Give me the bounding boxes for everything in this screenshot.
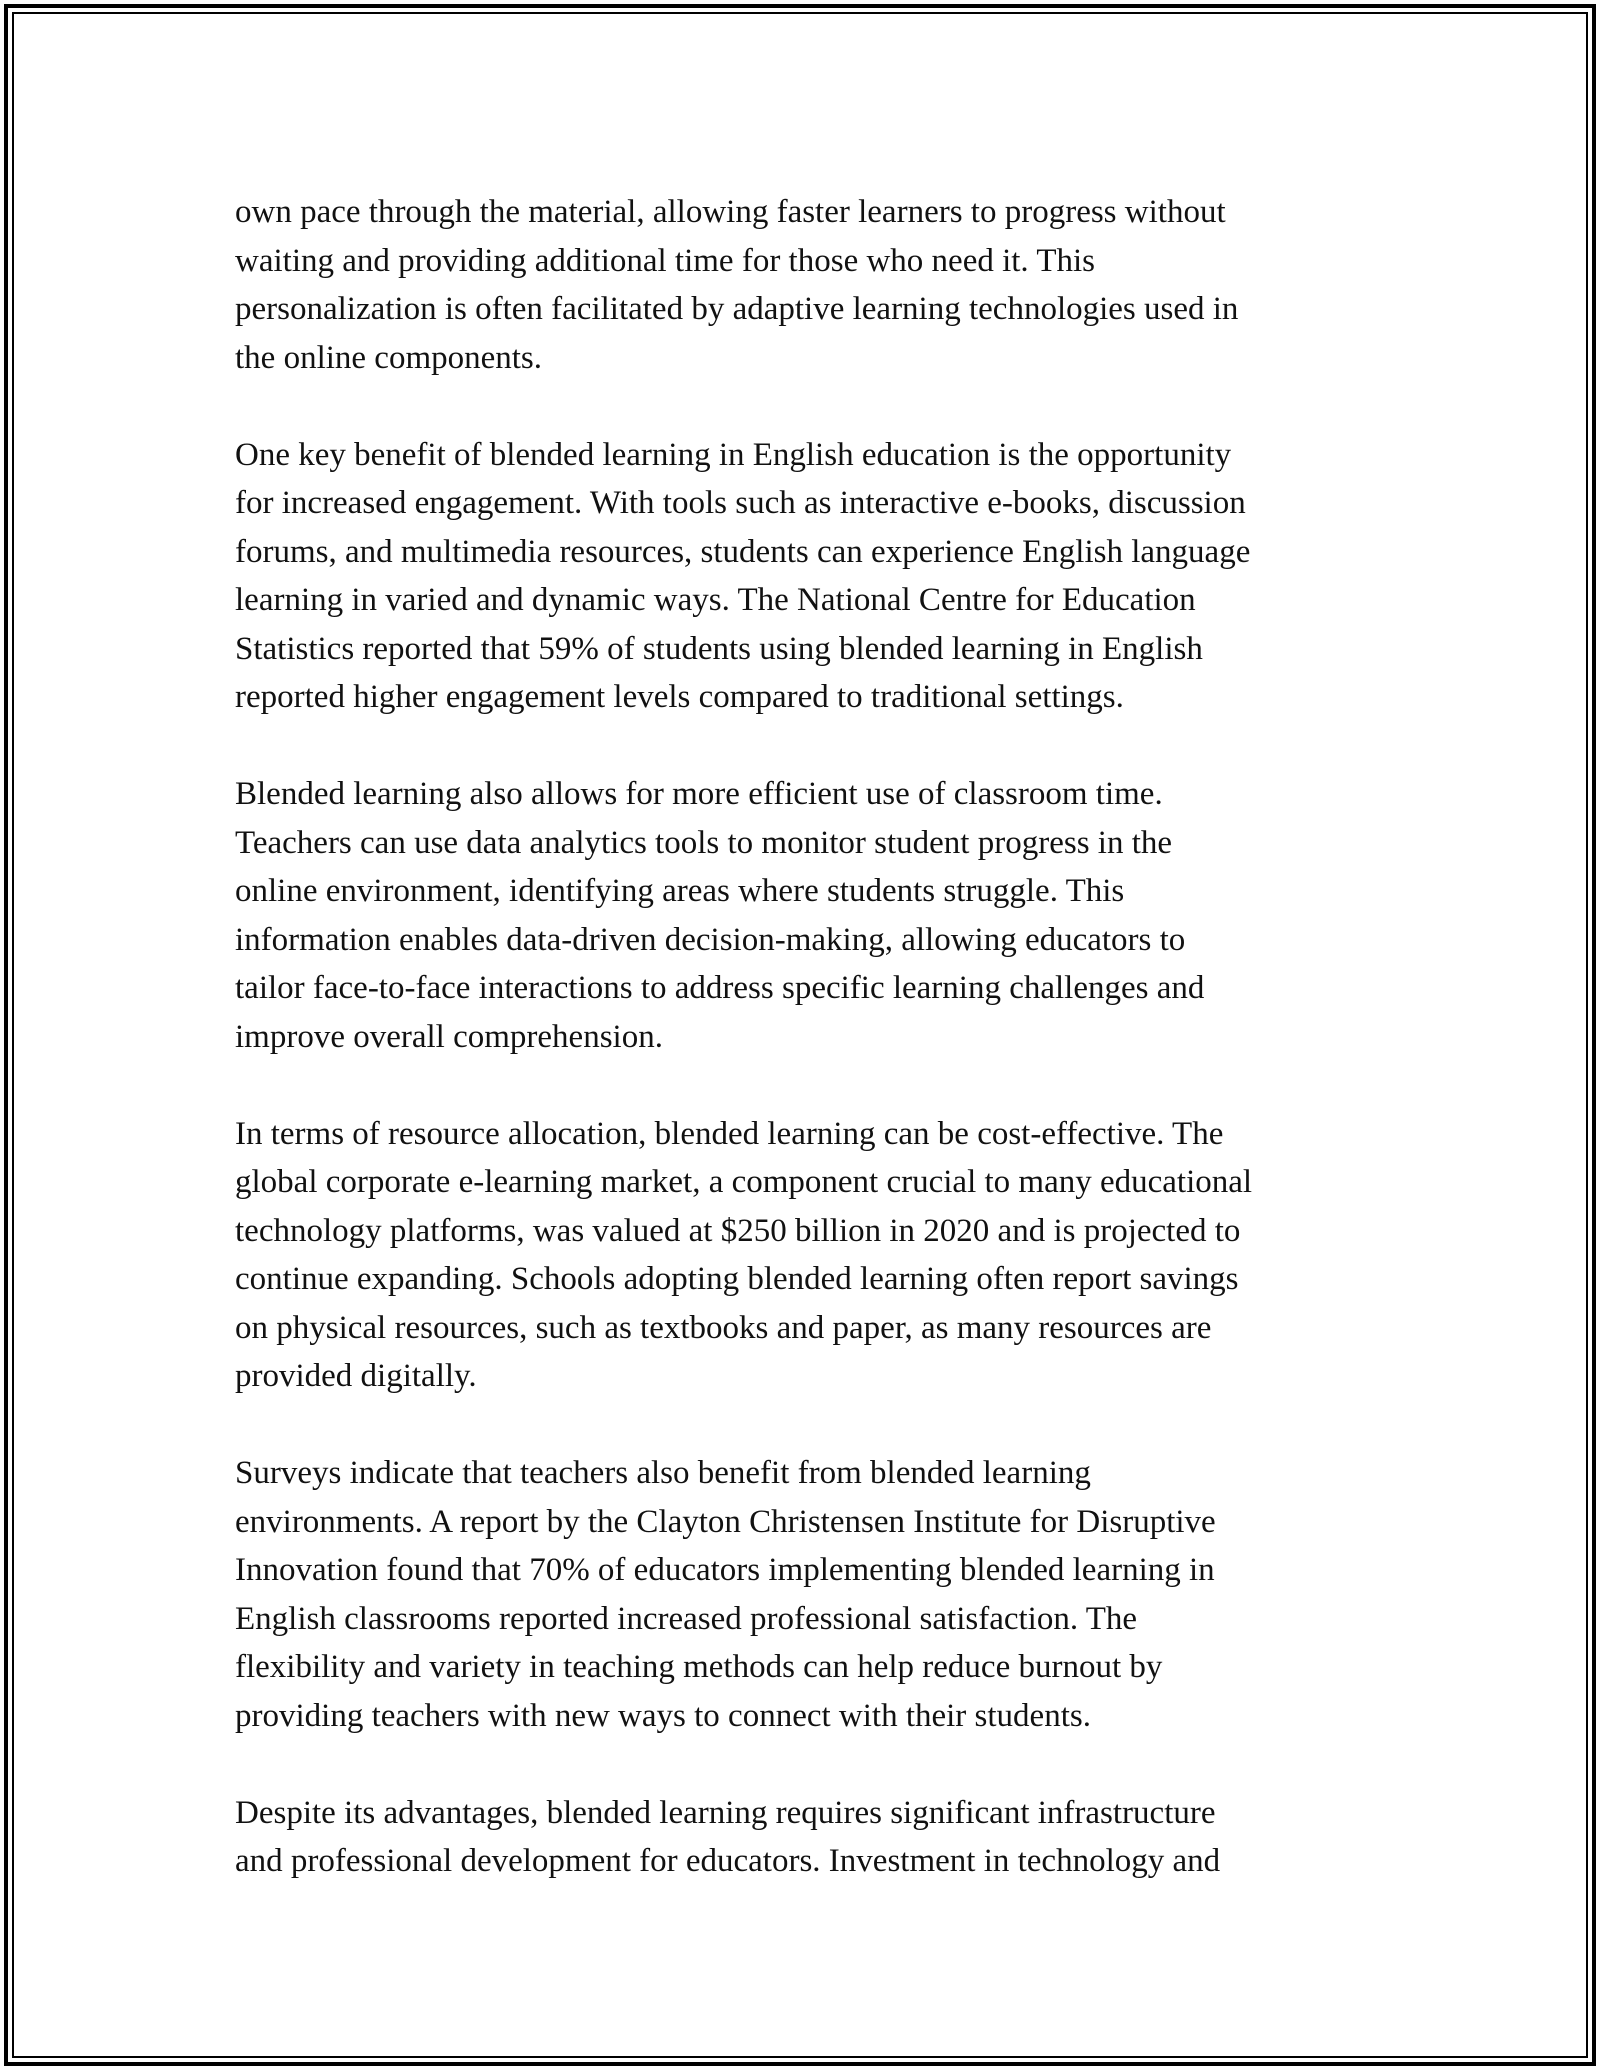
paragraph-challenges: Despite its advantages, blended learning requires significant infrastructure and professional development for educators. Investment in technology and [235,1794,1221,1879]
document-body [235,188,1385,1934]
paragraph-personalization: own pace through the material, allowing faster learners to progress without waiting and providing additional time for those who need it. This personalization is often facilitated by adaptive learning technologies used in the online components. [235,194,1239,376]
paragraph-classroom-time: Blended learning also allows for more efficient use of classroom time. Teachers can use data analytics tools to monitor student progress in the online environment, identifying areas where students struggle. This information enables data-driven decision-making, allowing educators to tailor face-to-face interactions to address specific learning challenges and improve overall comprehension. [235,776,1205,1055]
paragraph-engagement: One key benefit of blended learning in English education is the opportunity for increased engagement. With tools such as interactive e-books, discussion forums, and multimedia resources, students can experience English language learning in varied and dynamic ways. The National Centre for Education Statistics reported that 59% of students using blended learning in English reported higher engagement levels compared to traditional settings. [235,436,1251,715]
paragraph-resource-allocation: In terms of resource allocation, blended learning can be cost-effective. The global corporate e-learning market, a component crucial to many educational technology platforms, was valued at $250 billion in 2020 and is projected to continue expanding. Schools adopting blended learning often report savings on physical resources, such as textbooks and paper, as many resources are provided digitally. [235,1115,1253,1394]
paragraph-teacher-benefits: Surveys indicate that teachers also benefit from blended learning environments. A report by the Clayton Christensen Institute for Disruptive Innovation found that 70% of educators implementing blended learning in English classrooms reported increased professional satisfaction. The flexibility and variety in teaching methods can help reduce burnout by providing teachers with new ways to connect with their students. [235,1455,1216,1734]
